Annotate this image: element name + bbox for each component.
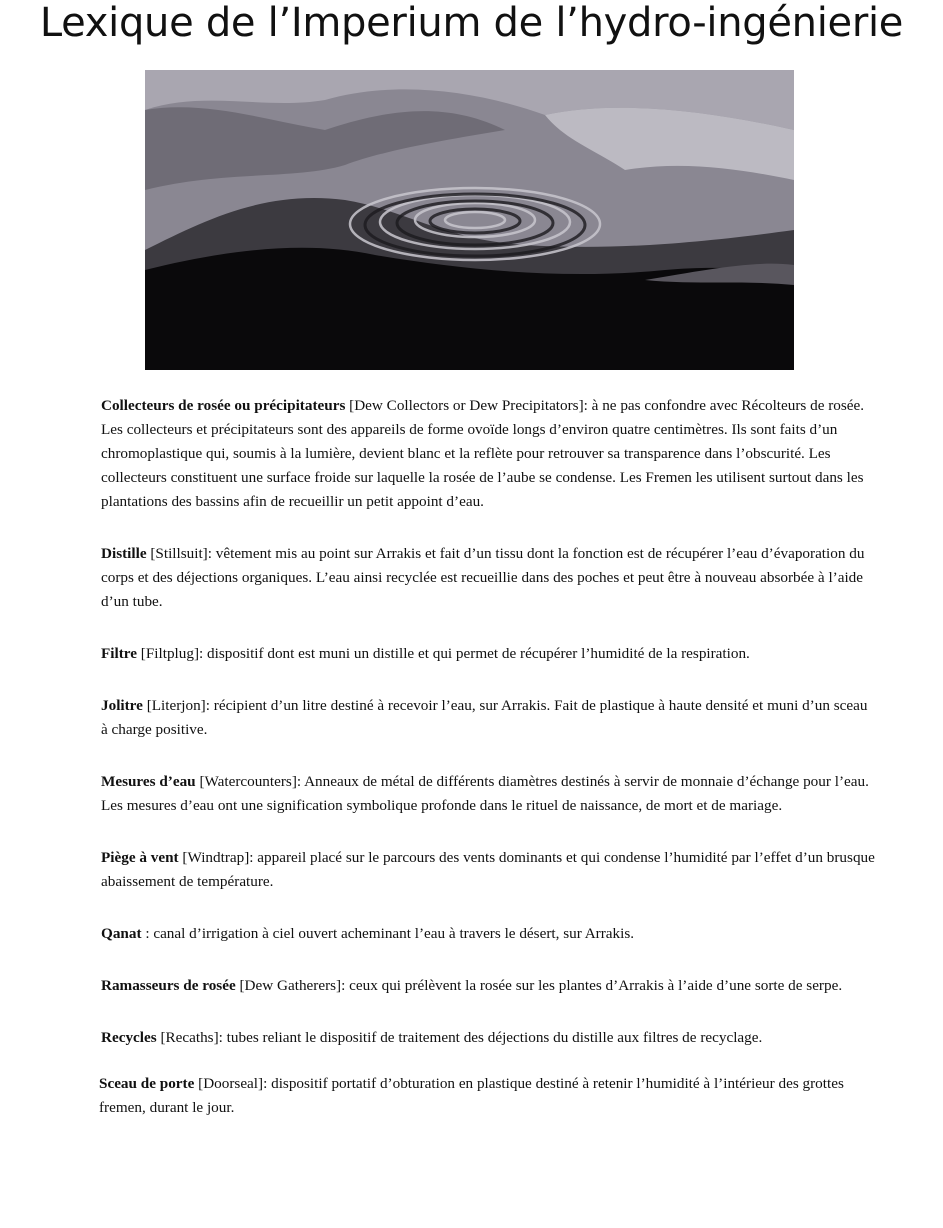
- entry-english: [Filtplug]: [136, 645, 200, 662]
- entry-definition: : tubes reliant le dispositif de traitement des déjections du distille aux filtres de recyclage.: [218, 1029, 763, 1046]
- entry-definition: : dispositif dont est muni un distille et qui permet de récupérer l’humidité de la respiration.: [199, 645, 750, 662]
- glossary-entry: [101, 694, 876, 742]
- entry-definition: : à ne pas confondre avec Récolteurs de rosée. Les collecteurs et précipitateurs sont des appareils de forme ovoïde longs d’environ quatre centimètres. Ils sont faits d’un chromoplastique qui, soumis à la lumière, devient blanc et la reflète pour retrouver sa transparence dans l’obscurité. Les collecteurs constituent une surface froide sur laquelle la rosée de l’aube se condense. Les Fremen les utilisent surtout dans les plantations des bassins afin de recueillir un petit appoint d’eau.: [101, 397, 865, 510]
- entry-definition: : vêtement mis au point sur Arrakis et fait d’un tissu dont la fonction est de récupérer l’eau d’évaporation du corps et des déjections organiques. L’eau ainsi recyclée est recueillie dans des poches et peut être à nouveau absorbée à l’aide d’un tube.: [101, 545, 865, 610]
- entry-definition: : ceux qui prélèvent la rosée sur les plantes d’Arrakis à l’aide d’une sorte de serpe.: [341, 977, 843, 994]
- entry-term: Filtre: [101, 645, 137, 662]
- entry-english: [Literjon]: [142, 697, 206, 714]
- entry-english: [Watercounters]: [195, 773, 297, 790]
- page-title: Lexique de l’Imperium de l’hydro-ingénierie: [39, 0, 904, 46]
- glossary-entry: [101, 1026, 876, 1050]
- entry-english: [Stillsuit]: [146, 545, 208, 562]
- glossary-entry: [101, 542, 876, 614]
- glossary-entry: [101, 846, 876, 894]
- glossary-entry: [101, 974, 876, 998]
- entry-definition: : Anneaux de métal de différents diamètres destinés à servir de monnaie d’échange pour l’eau. Les mesures d’eau ont une signification symbolique profonde dans le rituel de naissance, de mort et de mariage.: [101, 773, 869, 814]
- entry-english: [Dew Collectors or Dew Precipitators]: [345, 397, 584, 414]
- glossary-entry: [101, 770, 876, 818]
- entry-term: Piège à vent: [101, 849, 179, 866]
- entry-english: [Recaths]: [156, 1029, 219, 1046]
- glossary-entry: [101, 642, 876, 666]
- entry-term: Mesures d’eau: [101, 773, 196, 790]
- glossary-entry: [101, 922, 876, 946]
- entry-definition: : récipient d’un litre destiné à recevoir l’eau, sur Arrakis. Fait de plastique à haute densité et muni d’un sceau à charge positive.: [101, 697, 868, 738]
- entry-definition: : dispositif portatif d’obturation en plastique destiné à retenir l’humidité à l’intérieur des grottes fremen, durant le jour.: [99, 1075, 844, 1116]
- glossary-entry: [99, 1072, 876, 1120]
- entry-definition: : canal d’irrigation à ciel ouvert acheminant l’eau à travers le désert, sur Arrakis.: [141, 925, 635, 942]
- entry-definition: : appareil placé sur le parcours des vents dominants et qui condense l’humidité par l’effet d’un brusque abaissement de température.: [101, 849, 875, 890]
- entry-english: [Windtrap]: [178, 849, 250, 866]
- glossary-list: [101, 394, 876, 1148]
- entry-term: Qanat: [101, 925, 142, 942]
- entry-term: Recycles: [101, 1029, 157, 1046]
- water-ripple-image: [145, 70, 794, 370]
- entry-english: [Dew Gatherers]: [235, 977, 342, 994]
- entry-term: Ramasseurs de rosée: [101, 977, 236, 994]
- entry-term: Jolitre: [101, 697, 143, 714]
- glossary-entry: [101, 394, 876, 514]
- entry-term: Distille: [101, 545, 147, 562]
- entry-english: [Doorseal]: [194, 1075, 264, 1092]
- entry-term: Sceau de porte: [99, 1075, 195, 1092]
- entry-term: Collecteurs de rosée ou précipitateurs: [101, 397, 346, 414]
